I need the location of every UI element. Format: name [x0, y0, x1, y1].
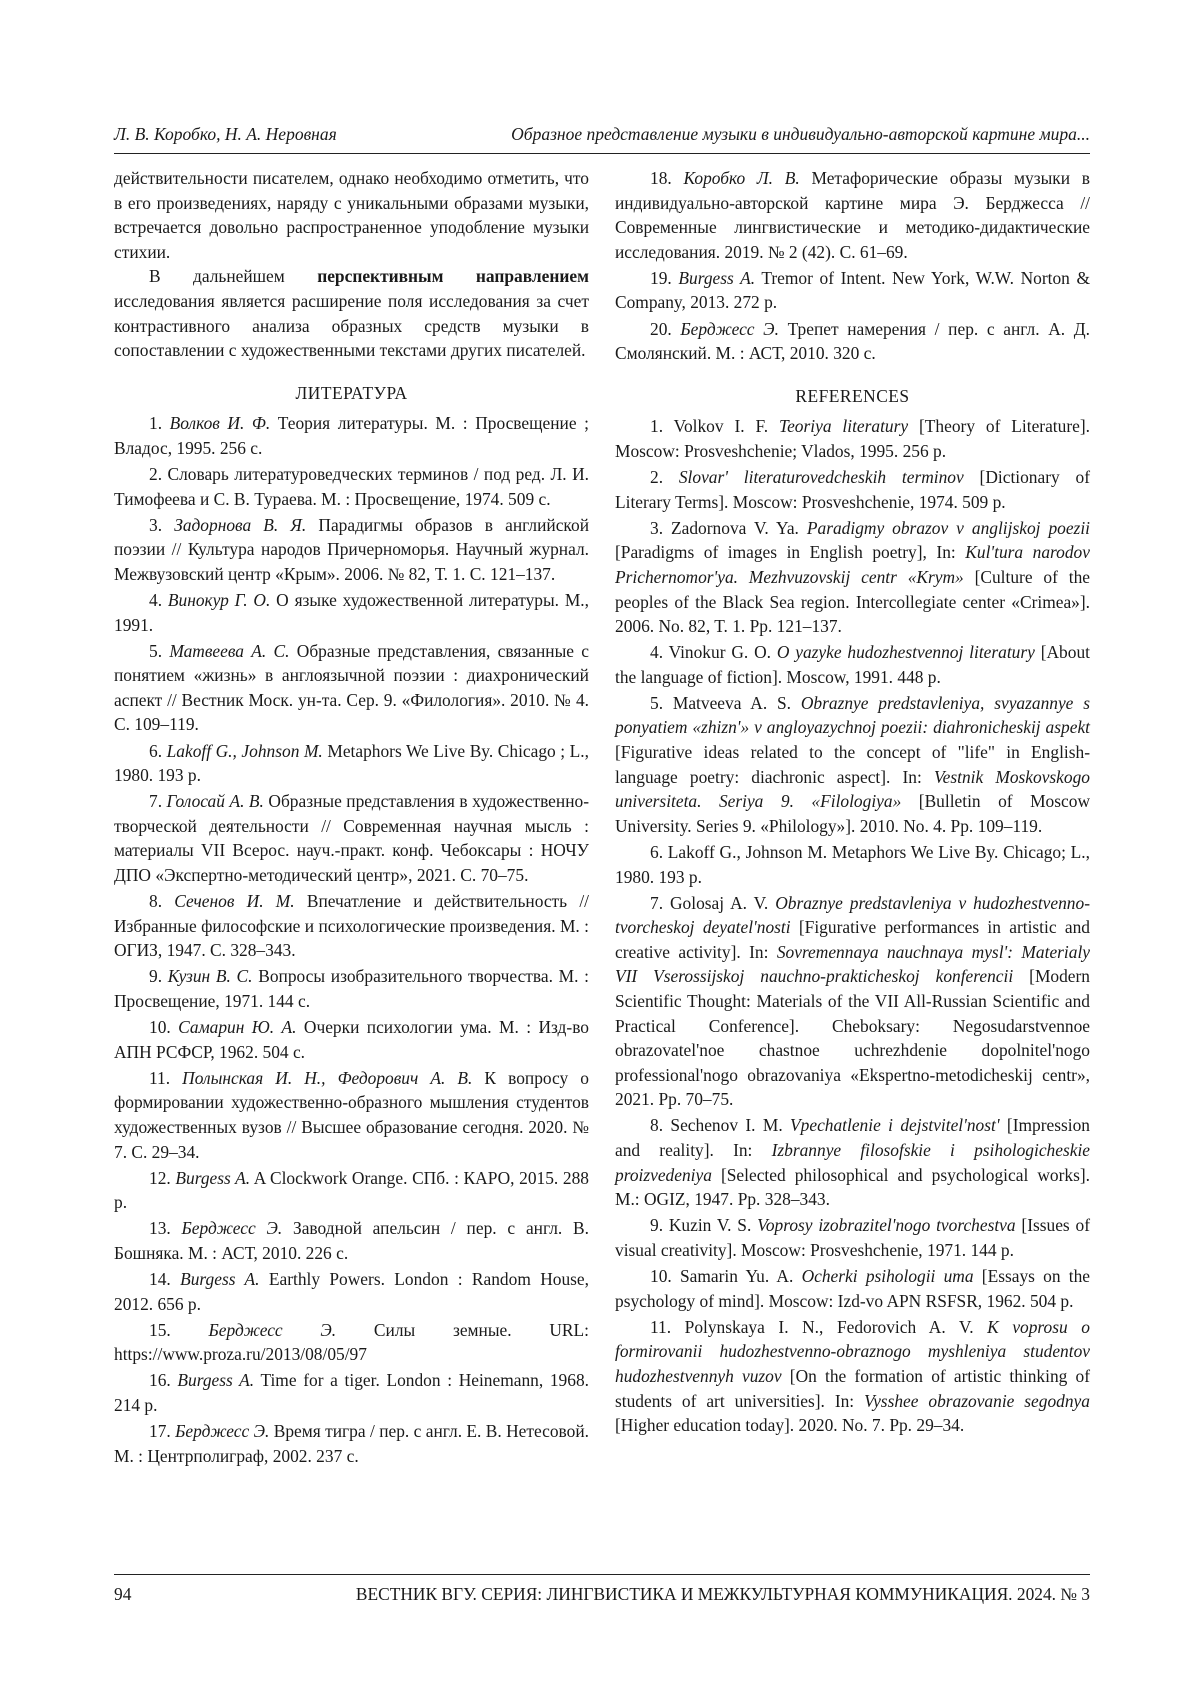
- reference-item: [114, 1015, 589, 1064]
- reference-italic: Voprosy izobrazitel'nogo tvorchestva: [757, 1215, 1015, 1235]
- reference-number: 20.: [650, 319, 680, 339]
- reference-text: [Higher education today]. 2020. No. 7. Pp. 29–34.: [615, 1415, 964, 1435]
- reference-text: Трепет намерения / пер. с англ. А. Д. Смолянский. М. : АСТ, 2010. 320 с.: [615, 319, 1090, 364]
- reference-text: Образные представления в художественно-творческой деятельности // Современная научная мысль : материалы VII Всерос. науч.-практ. конф. Чебоксары : НОЧУ ДПО «Экспертно-методический центр», 2021. С. 70–75.: [114, 791, 589, 885]
- reference-author: Волков И. Ф.: [170, 413, 271, 433]
- reference-text: [Essays on the psychology of mind]. Moscow: Izd-vo APN RSFSR, 1962. 504 p.: [615, 1266, 1090, 1311]
- reference-number: 5.: [149, 641, 169, 661]
- reference-number: 12.: [149, 1168, 175, 1188]
- reference-item: [615, 317, 1090, 366]
- reference-text: Tremor of Intent. New York, W.W. Norton & Company, 2013. 272 p.: [615, 268, 1090, 313]
- reference-author: Burgess A.: [678, 268, 755, 288]
- reference-item: [114, 588, 589, 637]
- reference-text: [Paradigms of images in English poetry], In:: [615, 542, 965, 562]
- reference-item: [615, 640, 1090, 689]
- reference-text: 11. Polynskaya I. N., Fedorovich A. V.: [650, 1317, 987, 1337]
- reference-item: [114, 889, 589, 963]
- emphasis-text: перспективным направлением: [317, 266, 589, 286]
- reference-text: Time for a tiger. London : Heinemann, 1968. 214 p.: [114, 1370, 589, 1415]
- reference-author: Сеченов И. М.: [174, 891, 294, 911]
- footer-divider: [114, 1574, 1090, 1575]
- literature-heading: ЛИТЕРАТУРА: [114, 381, 589, 406]
- reference-author: Голосай А. В.: [167, 791, 264, 811]
- reference-item: [615, 691, 1090, 839]
- reference-item: [114, 1318, 589, 1367]
- reference-item: [615, 414, 1090, 463]
- reference-author: Берджесс Э.: [182, 1218, 283, 1238]
- reference-text: [Dictionary of Literary Terms]. Moscow: Prosveshchenie, 1974. 509 p.: [615, 467, 1090, 512]
- reference-item: [615, 516, 1090, 639]
- reference-text: 5. Matveeva A. S.: [650, 693, 801, 713]
- reference-italic: Slovar' literaturovedcheskih terminov: [679, 467, 964, 487]
- text-run: В дальнейшем: [149, 266, 317, 286]
- reference-author: Берджесс Э.: [175, 1421, 269, 1441]
- reference-text: [Bulletin of Moscow University. Series 9. «Philology»]. 2010. No. 4. Pp. 109–119.: [615, 791, 1090, 836]
- reference-item: [615, 266, 1090, 315]
- reference-number: 2.: [149, 464, 167, 484]
- reference-text: Впечатление и действительность // Избранные философские и психологические произведения. М. : ОГИЗ, 1947. С. 328–343.: [114, 891, 589, 960]
- reference-text: 7. Golosaj A. V.: [650, 893, 775, 913]
- running-head-title: Образное представление музыки в индивидуально-авторской картине мира...: [511, 124, 1090, 145]
- reference-author: Матвеева А. С.: [169, 641, 289, 661]
- reference-text: [On the formation of artistic thinking of students of art universities]. In:: [615, 1366, 1090, 1411]
- reference-text: 10. Samarin Yu. A.: [650, 1266, 802, 1286]
- reference-number: 10.: [149, 1017, 178, 1037]
- reference-item: [114, 462, 589, 511]
- reference-text: Metaphors We Live By. Chicago ; L., 1980. 193 p.: [114, 741, 589, 786]
- reference-item: [615, 1213, 1090, 1262]
- reference-item: [615, 1315, 1090, 1438]
- reference-text: [Issues of visual creativity]. Moscow: Prosveshchenie, 1971. 144 p.: [615, 1215, 1090, 1260]
- left-column: [114, 166, 589, 1470]
- reference-author: Винокур Г. О.: [168, 590, 270, 610]
- reference-item: [114, 1419, 589, 1468]
- reference-italic: Vysshee obrazovanie segodnya: [864, 1391, 1090, 1411]
- reference-number: 4.: [149, 590, 168, 610]
- reference-text: 9. Kuzin V. S.: [650, 1215, 757, 1235]
- reference-item: [114, 739, 589, 788]
- reference-number: 1.: [149, 413, 170, 433]
- reference-text: [Selected philosophical and psychological works]. M.: OGIZ, 1947. Pp. 328–343.: [615, 1165, 1090, 1210]
- reference-text: 2.: [650, 467, 679, 487]
- reference-item: [114, 1166, 589, 1215]
- reference-number: 9.: [149, 966, 168, 986]
- reference-number: 19.: [650, 268, 678, 288]
- right-column: [615, 166, 1090, 1439]
- reference-text: [Theory of Literature]. Moscow: Prosveshchenie; Vlados, 1995. 256 p.: [615, 416, 1090, 461]
- reference-italic: Sovremennaya nauchnaya mysl': Materialy VII Vserossijskoj nauchno-prakticheskoj konferencii: [615, 942, 1090, 987]
- reference-item: [114, 411, 589, 460]
- text-run: исследования является расширение поля исследования за счет контрастивного анализа образных средств музыки в сопоставлении с художественными текстами других писателей.: [114, 291, 589, 360]
- conclusion-paragraph-2: [114, 264, 589, 362]
- reference-text: [Culture of the peoples of the Black Sea region. Intercollegiate center «Crimea»]. 2006. No. 82, T. 1. Pp. 121–137.: [615, 567, 1090, 636]
- reference-italic: Teoriya literatury: [779, 416, 908, 436]
- reference-item: [114, 964, 589, 1013]
- reference-author: Берджесс Э.: [680, 319, 779, 339]
- reference-italic: Ocherki psihologii uma: [802, 1266, 974, 1286]
- reference-number: 18.: [650, 168, 683, 188]
- reference-text: Earthly Powers. London : Random House, 2012. 656 p.: [114, 1269, 589, 1314]
- reference-item: [615, 166, 1090, 264]
- reference-item: [114, 1216, 589, 1265]
- reference-text: Теория литературы. М. : Просвещение ; Владос, 1995. 256 с.: [114, 413, 589, 458]
- literature-list-continued: [615, 166, 1090, 366]
- reference-text: О языке художественной литературы. М., 1991.: [114, 590, 589, 635]
- reference-author: Burgess A.: [177, 1370, 254, 1390]
- reference-italic: O yazyke hudozhestvennoj literatury: [777, 642, 1035, 662]
- reference-item: [615, 840, 1090, 889]
- reference-author: Полынская И. Н., Федорович А. В.: [182, 1068, 472, 1088]
- reference-text: [About the language of fiction]. Moscow, 1991. 448 p.: [615, 642, 1090, 687]
- reference-italic: Vpechatlenie i dejstvitel'nost': [790, 1115, 1000, 1135]
- reference-text: Образные представления, связанные с понятием «жизнь» в англоязычной поэзии : диахронический аспект // Вестник Моск. ун-та. Сер. 9. «Филология». 2010. № 4. С. 109–119.: [114, 641, 589, 735]
- reference-italic: Paradigmy obrazov v anglijskoj poezii: [807, 518, 1090, 538]
- reference-text: Очерки психологии ума. М. : Изд-во АПН РСФСР, 1962. 504 с.: [114, 1017, 589, 1062]
- reference-text: 6. Lakoff G., Johnson M. Metaphors We Live By. Chicago; L., 1980. 193 p.: [615, 842, 1090, 887]
- reference-author: Самарин Ю. А.: [178, 1017, 296, 1037]
- reference-author: Берджесс Э.: [209, 1320, 337, 1340]
- reference-author: Burgess A.: [180, 1269, 259, 1289]
- reference-text: Словарь литературоведческих терминов / под ред. Л. И. Тимофеева и С. В. Тураева. М. : Просвещение, 1974. 509 с.: [114, 464, 589, 509]
- literature-list: [114, 411, 589, 1468]
- reference-italic: Obraznye predstavleniya v hudozhestvenno-tvorcheskoj deyatel'nosti: [615, 893, 1090, 938]
- reference-author: Кузин В. С.: [168, 966, 253, 986]
- reference-number: 7.: [149, 791, 167, 811]
- reference-text: [Figurative performances in artistic and creative activity]. In:: [615, 917, 1090, 962]
- reference-number: 15.: [149, 1320, 209, 1340]
- reference-italic: K voprosu o formirovanii hudozhestvenno-obraznogo myshleniya studentov hudozhestvennyh vuzov: [615, 1317, 1090, 1386]
- reference-text: Время тигра / пер. с англ. Е. В. Нетесовой. М. : Центрполиграф, 2002. 237 с.: [114, 1421, 589, 1466]
- reference-author: Коробко Л. В.: [683, 168, 799, 188]
- reference-number: 13.: [149, 1218, 182, 1238]
- references-list: [615, 414, 1090, 1437]
- journal-title: ВЕСТНИК ВГУ. СЕРИЯ: ЛИНГВИСТИКА И МЕЖКУЛЬТУРНАЯ КОММУНИКАЦИЯ. 2024. № 3: [356, 1584, 1090, 1605]
- reference-text: 8. Sechenov I. M.: [650, 1115, 790, 1135]
- reference-item: [615, 1113, 1090, 1211]
- reference-item: [114, 1066, 589, 1164]
- header-divider: [114, 153, 1090, 154]
- reference-text: [Modern Scientific Thought: Materials of the VII All-Russian Scientific and Practical Conference]. Cheboksary: Negosudarstvennoe obrazovatel'noe chastnoe uchrezhdenie dopolnitel'nogo professional'nogo obrazovaniya «Ekspertno-metodicheskij centr», 2021. Pp. 70–75.: [615, 966, 1090, 1109]
- reference-italic: Vestnik Moskovskogo universiteta. Seriya 9. «Filologiya»: [615, 767, 1090, 812]
- reference-item: [114, 1368, 589, 1417]
- reference-item: [114, 639, 589, 737]
- running-head-authors: Л. В. Коробко, Н. А. Неровная: [114, 124, 337, 145]
- reference-text: 4. Vinokur G. O.: [650, 642, 777, 662]
- page-number: 94: [114, 1584, 131, 1605]
- reference-number: 6.: [149, 741, 167, 761]
- page-footer: [114, 1584, 1090, 1605]
- conclusion-paragraph-1: действительности писателем, однако необходимо отметить, что в его произведениях, наряду с уникальными образами музыки, встречается довольно распространенное уподобление музыки стихии.: [114, 166, 589, 264]
- reference-text: Вопросы изобразительного творчества. М. : Просвещение, 1971. 144 с.: [114, 966, 589, 1011]
- reference-item: [114, 513, 589, 587]
- reference-author: Burgess A.: [175, 1168, 250, 1188]
- reference-author: Задорнова В. Я.: [174, 515, 306, 535]
- reference-text: [Impression and reality]. In:: [615, 1115, 1090, 1160]
- reference-text: [Figurative ideas related to the concept of "life" in English-language poetry: diachronic aspect]. In:: [615, 742, 1090, 787]
- reference-number: 8.: [149, 891, 174, 911]
- reference-italic: Izbrannye filosofskie i psihologicheskie proizvedeniya: [615, 1140, 1090, 1185]
- running-head: [114, 124, 1090, 145]
- reference-number: 11.: [149, 1068, 182, 1088]
- reference-item: [615, 891, 1090, 1112]
- reference-italic: Obraznye predstavleniya, svyazannye s ponyatiem «zhizn'» v angloyazychnoj poezii: diahronicheskij aspekt: [615, 693, 1090, 738]
- reference-italic: Kul'tura narodov Prichernomor'ya. Mezhvuzovskij centr «Krym»: [615, 542, 1090, 587]
- reference-item: [615, 1264, 1090, 1313]
- reference-item: [114, 789, 589, 887]
- reference-item: [114, 1267, 589, 1316]
- reference-text: Заводной апельсин / пер. с англ. В. Бошняка. М. : АСТ, 2010. 226 с.: [114, 1218, 589, 1263]
- reference-text: Метафорические образы музыки в индивидуально-авторской картине мира Э. Берджесса // Современные лингвистические и методико-дидактические исследования. 2019. № 2 (42). С. 61–69.: [615, 168, 1090, 262]
- reference-item: [615, 465, 1090, 514]
- reference-text: A Clockwork Orange. СПб. : КАРО, 2015. 288 p.: [114, 1168, 589, 1213]
- reference-author: Lakoff G., Johnson M.: [167, 741, 323, 761]
- reference-text: Силы земные. URL: https://www.proza.ru/2013/08/05/97: [114, 1320, 589, 1365]
- reference-number: 3.: [149, 515, 174, 535]
- reference-number: 14.: [149, 1269, 180, 1289]
- reference-text: 3. Zadornova V. Ya.: [650, 518, 807, 538]
- reference-number: 17.: [149, 1421, 175, 1441]
- reference-text: Парадигмы образов в английской поэзии // Культура народов Причерноморья. Научный журнал. Межвузовский центр «Крым». 2006. № 82, Т. 1. С. 121–137.: [114, 515, 589, 584]
- reference-text: К вопросу о формировании художественно-образного мышления студентов художественных вузов // Высшее образование сегодня. 2020. № 7. С. 29–34.: [114, 1068, 589, 1162]
- reference-number: 16.: [149, 1370, 177, 1390]
- references-heading: REFERENCES: [615, 384, 1090, 409]
- reference-text: 1. Volkov I. F.: [650, 416, 779, 436]
